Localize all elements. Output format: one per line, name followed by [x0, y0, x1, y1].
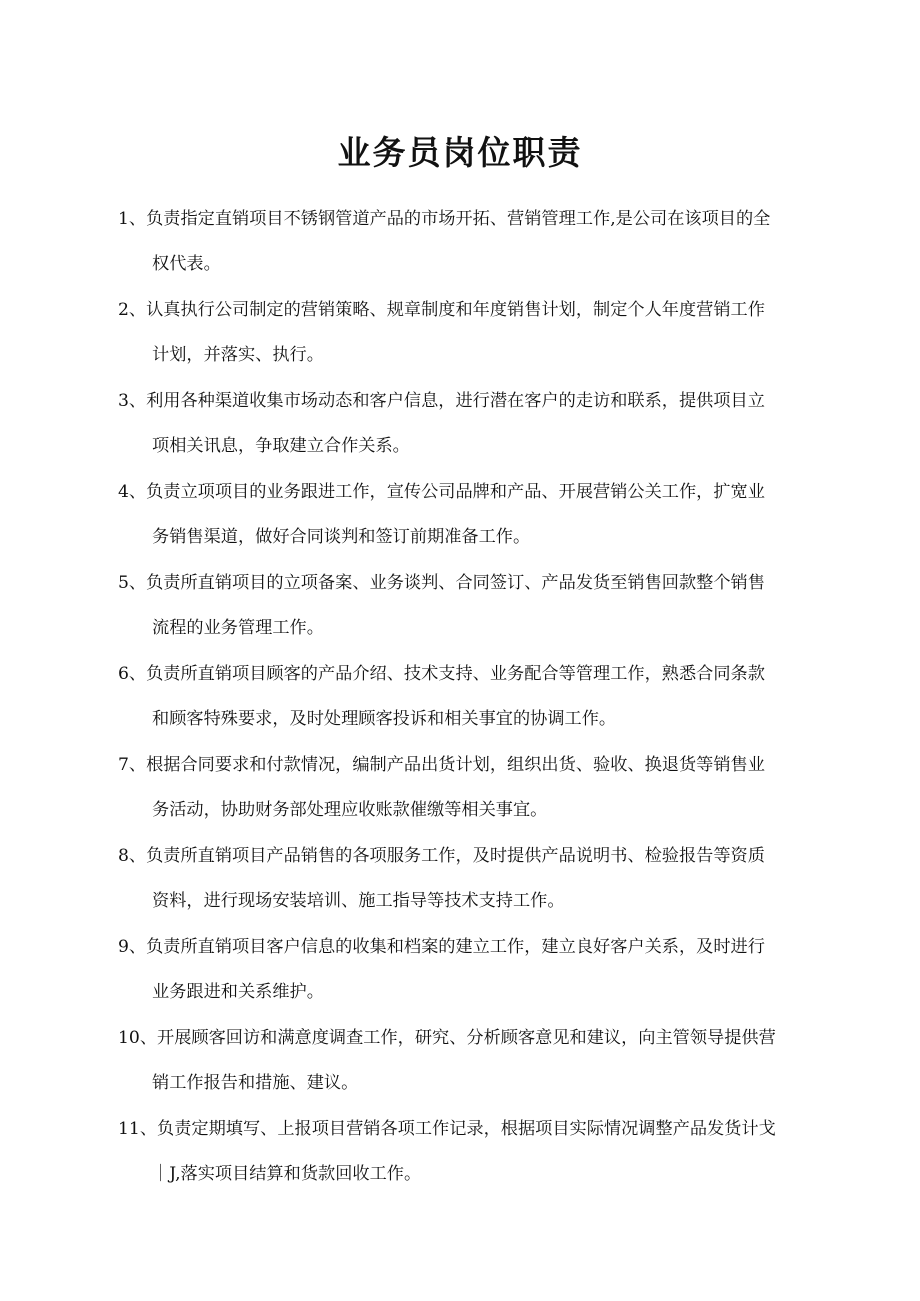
duty-item-4	[0, 470, 920, 561]
duty-item-line-2: 销工作报告和措施、建议。	[152, 1073, 359, 1093]
duty-item-line-1: 3、利用各种渠道收集市场动态和客户信息，进行潜在客户的走访和联系，提供项目立	[118, 391, 765, 411]
duty-item-10	[0, 1016, 920, 1107]
duty-item-line-2: 流程的业务管理工作。	[152, 618, 324, 638]
duty-item-1	[0, 197, 920, 288]
duty-item-line-1: 9、负责所直销项目客户信息的收集和档案的建立工作，建立良好客户关系，及时进行	[118, 937, 765, 957]
duty-item-line-1: 10、开展顾客回访和满意度调查工作，研究、分析顾客意见和建议，向主管领导提供营	[118, 1028, 776, 1048]
duty-item-line-2: ｜J,落实项目结算和货款回收工作。	[152, 1164, 422, 1184]
duty-item-line-1: 7、根据合同要求和付款情况，编制产品出货计划，组织出货、验收、换退货等销售业	[118, 755, 765, 775]
duty-item-3	[0, 379, 920, 470]
duty-item-line-1: 5、负责所直销项目的立项备案、业务谈判、合同签订、产品发货至销售回款整个销售	[118, 573, 765, 593]
duty-item-line-2: 务活动，协助财务部处理应收账款催缴等相关事宜。	[152, 800, 548, 820]
duty-item-line-1: 1、负责指定直销项目不锈钢管道产品的市场开拓、营销管理工作,是公司在该项目的全	[118, 209, 771, 229]
duty-item-2	[0, 288, 920, 379]
duty-item-line-2: 业务跟进和关系维护。	[152, 982, 324, 1002]
duty-item-11	[0, 1107, 920, 1198]
duty-item-line-1: 4、负责立项项目的业务跟进工作，宣传公司品牌和产品、开展营销公关工作，扩宽业	[118, 482, 765, 502]
duty-item-line-2: 务销售渠道，做好合同谈判和签订前期准备工作。	[152, 527, 531, 547]
duty-item-line-2: 项相关讯息，争取建立合作关系。	[152, 436, 410, 456]
duty-item-line-1: 8、负责所直销项目产品销售的各项服务工作，及时提供产品说明书、检验报告等资质	[118, 846, 765, 866]
duty-item-8	[0, 834, 920, 925]
duty-item-5	[0, 561, 920, 652]
duty-item-line-1: 2、认真执行公司制定的营销策略、规章制度和年度销售计划，制定个人年度营销工作	[118, 300, 765, 320]
duty-item-9	[0, 925, 920, 1016]
duty-item-line-2: 和顾客特殊要求，及时处理顾客投诉和相关事宜的协调工作。	[152, 709, 617, 729]
duty-item-7	[0, 743, 920, 834]
duty-item-line-1: 11、负责定期填写、上报项目营销各项工作记录，根据项目实际情况调整产品发货计戈	[118, 1119, 776, 1139]
duty-item-6	[0, 652, 920, 743]
duty-item-line-1: 6、负责所直销项目顾客的产品介绍、技术支持、业务配合等管理工作，熟悉合同条款	[118, 664, 765, 684]
duty-list	[0, 197, 920, 1198]
duty-item-line-2: 计划，并落实、执行。	[152, 345, 324, 365]
duty-item-line-2: 资料，进行现场安装培训、施工指导等技术支持工作。	[152, 891, 565, 911]
duty-item-line-2: 权代表。	[152, 254, 221, 274]
page-title: 业务员岗位职责	[337, 133, 583, 172]
